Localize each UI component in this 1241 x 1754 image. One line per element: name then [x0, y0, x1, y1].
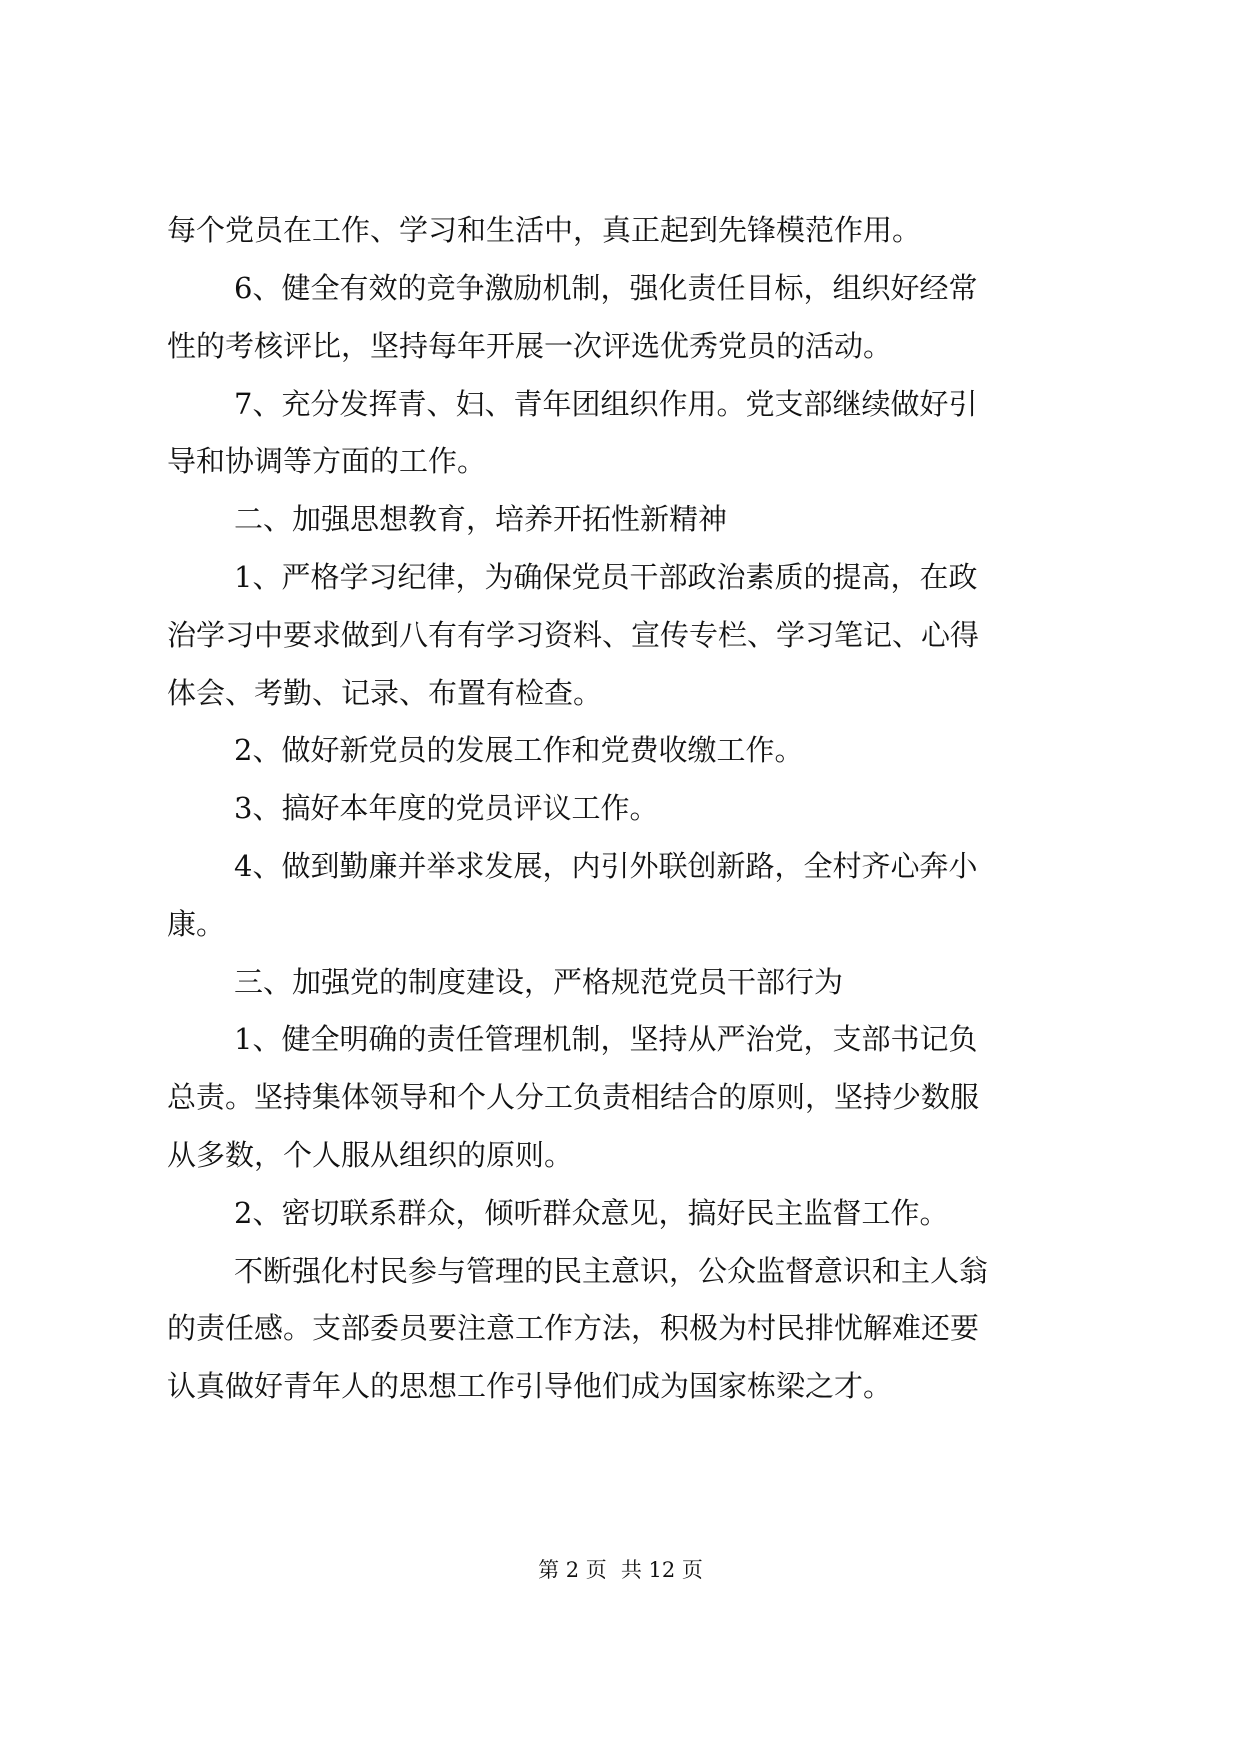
text-line: 2、做好新党员的发展工作和党费收缴工作。 [234, 733, 804, 767]
text-line: 从多数，个人服从组织的原则。 [167, 1138, 574, 1172]
text-line: 2、密切联系群众，倾听群众意见，搞好民主监督工作。 [234, 1196, 949, 1230]
text-line: 认真做好青年人的思想工作引导他们成为国家栋梁之才。 [167, 1369, 893, 1403]
text-line: 4、做到勤廉并举求发展，内引外联创新路，全村齐心奔小 [234, 849, 978, 883]
text-line: 7、充分发挥青、妇、青年团组织作用。党支部继续做好引 [234, 387, 978, 421]
text-line: 不断强化村民参与管理的民主意识，公众监督意识和主人翁 [234, 1254, 989, 1288]
text-line: 性的考核评比，坚持每年开展一次评选优秀党员的活动。 [167, 329, 893, 363]
section-heading: 三、加强党的制度建设，严格规范党员干部行为 [234, 965, 844, 999]
page-total: 共 12 页 [620, 1558, 703, 1582]
text-line: 1、健全明确的责任管理机制，坚持从严治党，支部书记负 [234, 1022, 978, 1056]
text-line: 导和协调等方面的工作。 [167, 444, 487, 478]
page-footer [0, 1555, 1241, 1585]
text-line: 6、健全有效的竞争激励机制，强化责任目标，组织好经常 [234, 271, 978, 305]
text-line: 3、搞好本年度的党员评议工作。 [234, 791, 659, 825]
text-line: 总责。坚持集体领导和个人分工负责相结合的原则，坚持少数服 [167, 1080, 980, 1114]
page-number: 第 2 页 [538, 1558, 607, 1582]
section-heading: 二、加强思想教育，培养开拓性新精神 [234, 502, 728, 536]
text-line: 1、严格学习纪律，为确保党员干部政治素质的提高，在政 [234, 560, 978, 594]
text-line: 治学习中要求做到八有有学习资料、宣传专栏、学习笔记、心得 [167, 618, 980, 652]
text-line: 体会、考勤、记录、布置有检查。 [167, 676, 603, 710]
text-line: 的责任感。支部委员要注意工作方法，积极为村民排忧解难还要 [167, 1311, 980, 1345]
text-line: 康。 [167, 907, 226, 941]
text-line: 每个党员在工作、学习和生活中，真正起到先锋模范作用。 [167, 213, 922, 247]
